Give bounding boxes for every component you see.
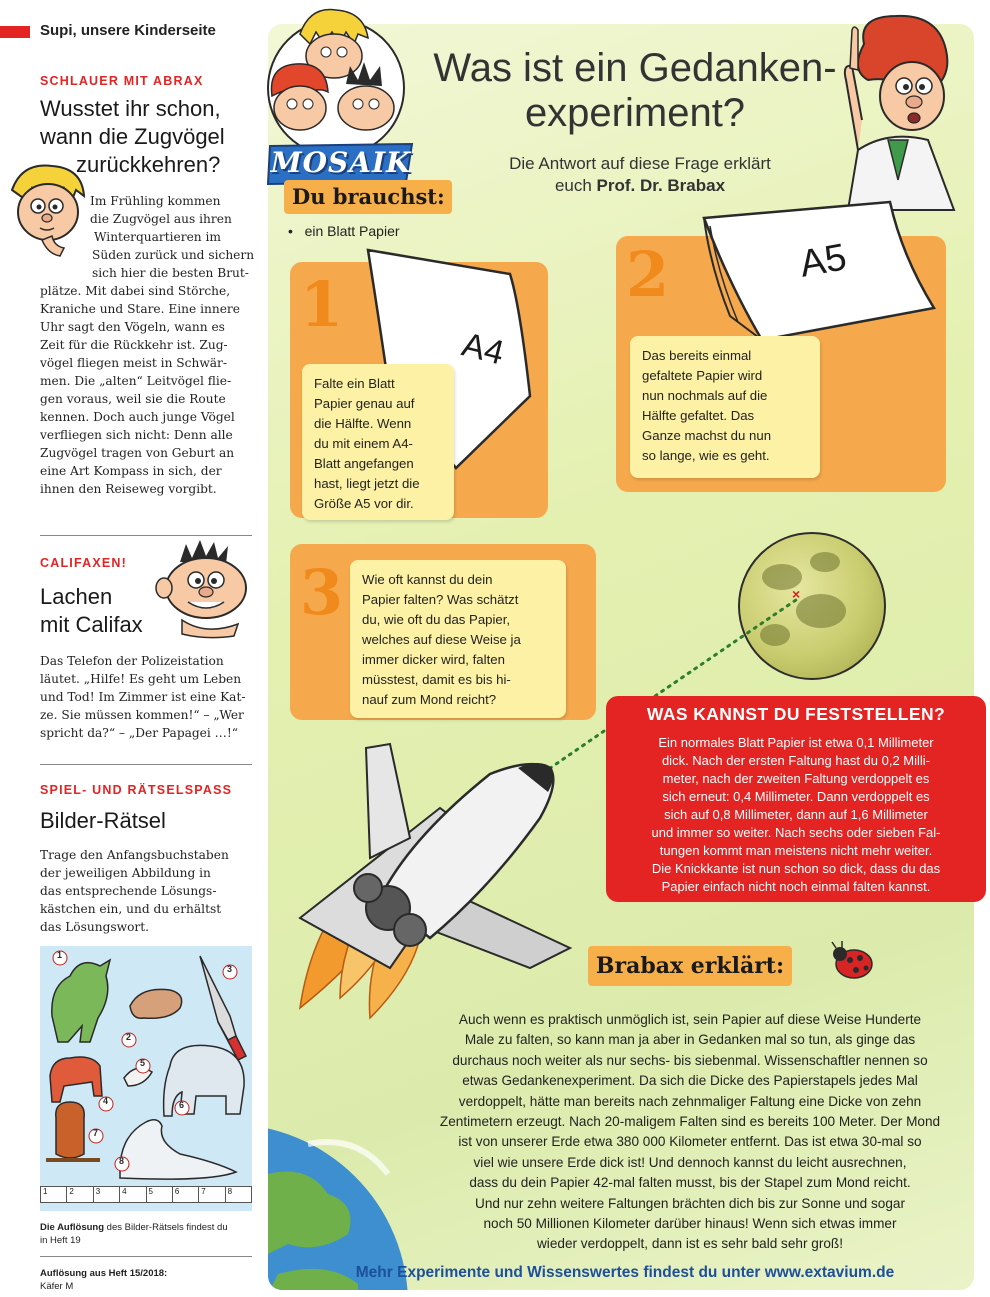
abrax-body-line: Kraniche und Stare. Eine innere bbox=[40, 302, 240, 316]
findings-text bbox=[618, 734, 974, 896]
subtitle-prefix: euch bbox=[554, 176, 597, 195]
abrax-face-icon bbox=[2, 160, 90, 258]
answer-box[interactable]: 7 bbox=[199, 1187, 225, 1202]
explanation-line: Zentimetern erzeugt. Nach 20-maligem Falten sind es bereits 100 Meter. Der Mond bbox=[439, 1114, 941, 1130]
califax-body-line: und Tod! Im Zimmer ist eine Kat- bbox=[40, 690, 246, 704]
step-text-line: Größe A5 vor dir. bbox=[314, 496, 414, 511]
findings-line: Papier einfach nicht noch einmal falten kannst. bbox=[661, 879, 931, 894]
explanation-line: Auch wenn es praktisch unmöglich ist, sein Papier auf diese Weise Hunderte bbox=[458, 1012, 922, 1027]
puzzle-illustration bbox=[40, 946, 252, 1186]
page-title bbox=[430, 46, 840, 136]
califax-body-line: läutet. „Hilfe! Es geht um Leben bbox=[40, 672, 242, 686]
findings-line: Die Knickkante ist nun schon so dick, dass du das bbox=[651, 861, 941, 876]
abrax-body-line: sich hier die besten Brut- bbox=[92, 266, 249, 280]
step-text-line: Das bereits einmal bbox=[642, 348, 752, 363]
left-column bbox=[0, 0, 262, 1297]
solution-note-bold: Die Auflösung bbox=[40, 1222, 105, 1233]
step-text-line: Hälfte gefaltet. Das bbox=[642, 408, 755, 423]
step-text-line: du mit einem A4- bbox=[314, 436, 413, 451]
abrax-body-line: plätze. Mit dabei sind Störche, bbox=[40, 284, 231, 298]
abrax-body-line: vögel fliegen meist in Schwär- bbox=[40, 356, 227, 370]
paper-a4-label: A4 bbox=[458, 325, 508, 373]
step-2-note bbox=[630, 336, 820, 478]
explanation-line: Und nur zehn weitere Faltungen brächten dich bis zur Sonne und sogar bbox=[475, 1195, 905, 1211]
abrax-body-line: die Zugvögel aus ihren bbox=[90, 212, 232, 226]
explanation-text bbox=[410, 1010, 970, 1255]
puzzle-number: 4 bbox=[103, 1096, 109, 1106]
explanation-line: dass du dein Papier 42-mal falten musst, bis der Stapel zum Mond reicht. bbox=[469, 1175, 911, 1191]
explanation-line: ist von unserer Erde etwa 380 000 Kilometer entfernt. Das ist etwa 30-mal so bbox=[458, 1134, 922, 1150]
abrax-body-line: Winterquartieren im bbox=[94, 230, 221, 244]
califax-heading-line1: Lachen bbox=[40, 584, 113, 609]
califax-heading-line2: mit Califax bbox=[40, 612, 143, 637]
abrax-heading-line2: wann die Zugvögel bbox=[40, 124, 225, 149]
step-text-line: Papier genau auf bbox=[314, 396, 415, 411]
puzzle-body-line: der jeweiligen Abbildung in bbox=[40, 866, 211, 880]
puzzle-number: 7 bbox=[93, 1128, 99, 1138]
divider bbox=[40, 1256, 252, 1257]
title-line: Was ist ein Gedanken- bbox=[433, 46, 837, 90]
abrax-body-line: Süden zurück und sichern bbox=[92, 248, 255, 262]
findings-line: dick. Nach der ersten Faltung hast du 0,2 Milli- bbox=[661, 753, 931, 768]
divider bbox=[40, 535, 252, 536]
abrax-body-line: Im Frühling kommen bbox=[90, 194, 221, 208]
step-text-line: so lange, wie es geht. bbox=[642, 448, 770, 463]
step-text-line: welches auf diese Weise ja bbox=[362, 632, 521, 647]
findings-line: und immer so weiter. Nach sechs oder sieben Fal- bbox=[651, 825, 941, 840]
puzzle-kicker: SPIEL- UND RÄTSELSPASS bbox=[40, 783, 233, 797]
puzzle-body-line: kästchen ein, und du erhältst bbox=[40, 902, 222, 916]
explanation-line: etwas Gedankenexperiment. Da sich die Dicke des Papierstapels jedes Mal bbox=[462, 1073, 918, 1089]
answer-boxes bbox=[40, 1186, 252, 1203]
step-text-line: nauf zum Mond reicht? bbox=[362, 692, 497, 707]
puzzle-body-line: das Lösungswort. bbox=[40, 920, 150, 934]
explanation-line: durchaus noch weiter als nur sechs- bis siebenmal. Wissenschaftler nennen so bbox=[452, 1052, 928, 1068]
solution-note-line2: in Heft 19 bbox=[40, 1235, 81, 1246]
earth-icon bbox=[268, 1084, 428, 1290]
step-text-line: nun nochmals auf die bbox=[642, 388, 768, 403]
subtitle-professor: Prof. Dr. Brabax bbox=[596, 176, 726, 195]
califax-body-line: Das Telefon der Polizeistation bbox=[40, 654, 224, 668]
step-text-line: Papier falten? Was schätzt bbox=[362, 592, 519, 607]
findings-line: sich erneut: 0,4 Millimeter. Dann verdoppelt es bbox=[662, 789, 930, 804]
puzzle-number: 2 bbox=[126, 1032, 132, 1042]
califax-face-icon bbox=[152, 540, 260, 640]
step-text-line: Blatt angefangen bbox=[314, 456, 414, 471]
abrax-body-line: gen voraus, weil sie die Route bbox=[40, 392, 226, 406]
abrax-body-line: ihnen den Reiseweg vorgibt. bbox=[40, 482, 217, 496]
paper-a5-label: A5 bbox=[796, 236, 850, 286]
divider bbox=[40, 764, 252, 765]
previous-solution-value: Käfer M bbox=[40, 1281, 74, 1292]
step-text-line: Ganze machst du nun bbox=[642, 428, 772, 443]
explanation-line: noch 50 Millionen Kilometer darüber hinaus! Wenn sich etwas immer bbox=[483, 1216, 897, 1232]
califax-body-line: ze. Sie müssen kommen!“ – „Wer bbox=[40, 708, 244, 722]
step-1-note bbox=[302, 364, 454, 520]
seal-icon bbox=[120, 1120, 236, 1179]
answer-box[interactable]: 2 bbox=[67, 1187, 93, 1202]
puzzle-body-line: das entsprechende Lösungs- bbox=[40, 884, 217, 898]
owl-icon bbox=[56, 1102, 84, 1158]
answer-box[interactable]: 4 bbox=[120, 1187, 146, 1202]
step-text-line: immer dicker wird, falten bbox=[362, 652, 505, 667]
materials-item-text: ein Blatt Papier bbox=[304, 223, 400, 239]
answer-box[interactable]: 1 bbox=[41, 1187, 67, 1202]
abrax-body-line: verfliegen sich nicht: Denn alle bbox=[40, 428, 233, 442]
puzzle-heading: Bilder-Rätsel bbox=[40, 808, 166, 833]
space-shuttle-icon bbox=[270, 738, 600, 1028]
findings-line: sich auf 0,8 Millimeter, dann auf 1,6 Millimeter bbox=[664, 807, 928, 822]
findings-title: WAS KANNST DU FESTSTELLEN? bbox=[646, 704, 946, 724]
solution-note bbox=[40, 1222, 228, 1234]
findings-line: meter, nach der zweiten Faltung verdoppelt es bbox=[662, 771, 930, 786]
ladybug-icon bbox=[828, 940, 878, 984]
answer-box[interactable]: 5 bbox=[147, 1187, 173, 1202]
explanation-line: viel wie unsere Erde dick ist! Und dennoch kannst du leicht ausrechnen, bbox=[473, 1154, 907, 1170]
step-text-line: gefaltete Papier wird bbox=[642, 368, 763, 383]
title-line: experiment? bbox=[524, 91, 746, 135]
answer-box[interactable]: 8 bbox=[227, 1187, 233, 1196]
califax-kicker: CALIFAXEN! bbox=[40, 556, 127, 570]
puzzle-number: 5 bbox=[140, 1058, 146, 1068]
subtitle-line: Die Antwort auf diese Frage erklärt bbox=[509, 154, 771, 173]
picture-puzzle bbox=[40, 946, 252, 1211]
explains-label: Brabax erklärt: bbox=[588, 946, 792, 986]
abrax-body-line: Zeit für die Rückkehr ist. Zug- bbox=[40, 338, 228, 352]
step-text-line: müsstest, damit es bis hi- bbox=[362, 672, 511, 687]
puzzle-number: 3 bbox=[227, 964, 233, 974]
puzzle-number: 8 bbox=[119, 1156, 125, 1166]
previous-solution-label: Auflösung aus Heft 15/2018: bbox=[40, 1268, 168, 1279]
materials-item: • ein Blatt Papier bbox=[288, 223, 400, 239]
explanation-line: verdoppelt, hätte man bereits nach zehnmaliger Faltung eine Dicke von zehn bbox=[458, 1093, 922, 1109]
moon-target-icon: × bbox=[792, 586, 801, 602]
solution-note-rest: des Bilder-Rätsels findest du bbox=[104, 1222, 228, 1233]
findings-line: Ein normales Blatt Papier ist etwa 0,1 Millimeter bbox=[658, 735, 934, 750]
answer-box[interactable]: 6 bbox=[173, 1187, 199, 1202]
abrax-body-line: Uhr sagt den Vögeln, wann es bbox=[40, 320, 225, 334]
step-text-line: Falte ein Blatt bbox=[314, 376, 395, 391]
puzzle-number: 1 bbox=[57, 950, 63, 960]
puzzle-body-line: Trage den Anfangsbuchstaben bbox=[40, 848, 229, 862]
abrax-heading-line1: Wusstet ihr schon, bbox=[40, 96, 221, 121]
step-3-number: 3 bbox=[300, 556, 344, 629]
otter-icon bbox=[130, 989, 182, 1018]
explanation-line: Male zu falten, so kann man ja aber in Gedanken mal so tun, als ginge das bbox=[464, 1032, 916, 1048]
step-text-line: Wie oft kannst du dein bbox=[362, 572, 493, 587]
dragon-icon bbox=[52, 960, 110, 1042]
mosaik-logo-text: MOSAIK bbox=[270, 146, 412, 179]
step-2-number: 2 bbox=[626, 238, 670, 311]
answer-box[interactable]: 3 bbox=[94, 1187, 120, 1202]
step-1-number: 1 bbox=[300, 268, 344, 341]
step-text-line: du, wie oft du das Papier, bbox=[362, 612, 511, 627]
puzzle-number: 6 bbox=[179, 1100, 185, 1110]
abrax-kicker: SCHLAUER MIT ABRAX bbox=[40, 74, 204, 88]
website-link[interactable]: Mehr Experimente und Wissenswertes findest du unter www.extavium.de bbox=[355, 1264, 895, 1281]
materials-label: Du brauchst: bbox=[284, 180, 452, 214]
abrax-body-line: Zugvögel tragen von Geburt an bbox=[40, 446, 235, 460]
step-text-line: die Hälfte. Wenn bbox=[314, 416, 412, 431]
section-title: Supi, unsere Kinderseite bbox=[40, 22, 216, 39]
findings-line: tungen kommt man meistens nicht mehr weiter. bbox=[659, 843, 933, 858]
explanation-line: wieder verdoppelt, dann ist es sehr bald sehr groß! bbox=[536, 1236, 844, 1252]
pony-icon bbox=[50, 1057, 102, 1102]
section-marker bbox=[0, 26, 30, 38]
step-text-line: hast, liegt jetzt die bbox=[314, 476, 420, 491]
abrax-body-line: eine Art Kompass in sich, der bbox=[40, 464, 222, 478]
califax-body-line: spricht da?“ – „Der Papagei …!“ bbox=[40, 726, 238, 740]
abrax-body-line: kennen. Doch auch junge Vögel bbox=[40, 410, 235, 424]
subtitle bbox=[470, 153, 810, 197]
abrax-heading-line3: zurückkehren? bbox=[76, 152, 221, 177]
abrax-body-line: men. Die „alten“ Leitvögel flie- bbox=[40, 374, 232, 388]
